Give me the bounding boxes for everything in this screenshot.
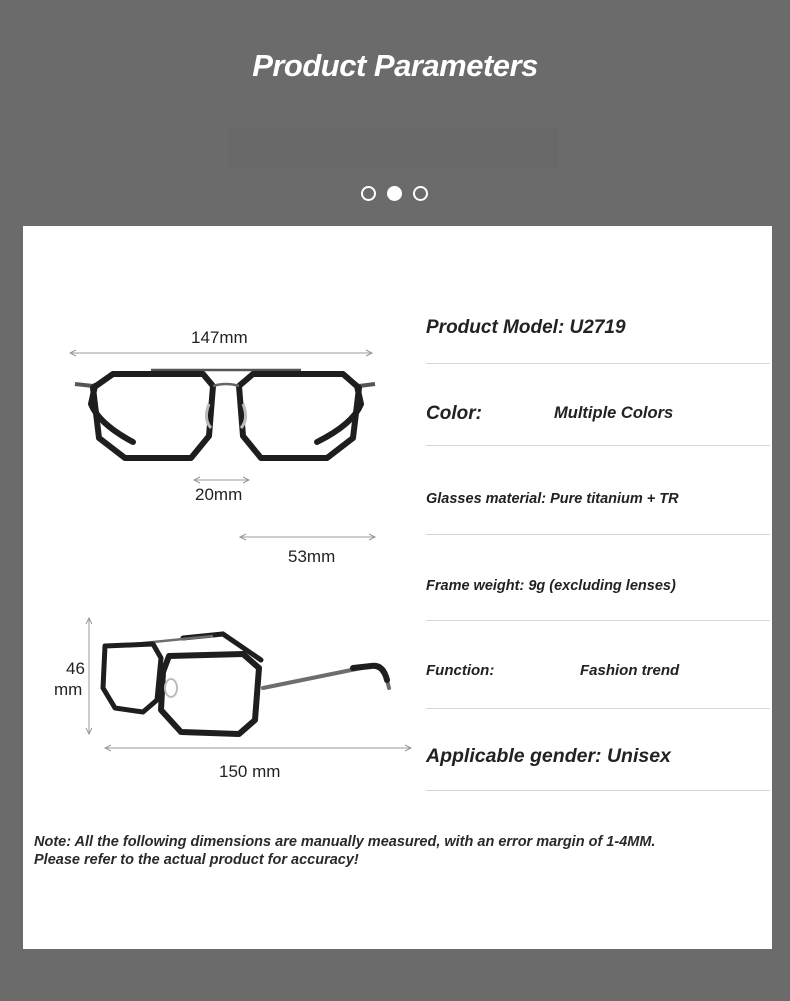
note-line-1: Note: All the following dimensions are manually measured, with an error margin of 1-4MM. [34,834,656,850]
lens-height-unit: mm [54,680,83,699]
spec-function-label: Function: [426,662,495,679]
side-view-glasses-image [83,616,413,756]
spec-function-value: Fashion trend [580,662,680,679]
parameters-card [23,226,772,949]
spec-divider [426,708,770,709]
spec-weight: Frame weight: 9g (excluding lenses) [426,578,676,594]
carousel-dot-3[interactable] [413,186,428,201]
total-width-label: 147mm [191,328,248,347]
spec-gender: Applicable gender: Unisex [426,745,671,767]
page-title: Product Parameters [252,48,538,83]
spec-color-label: Color: [426,403,482,424]
bridge-label: 20mm [195,485,243,504]
title-underlay [228,128,558,168]
spec-divider [426,534,770,535]
spec-divider [426,363,770,364]
lens-height-value: 46 [66,659,85,678]
front-view-glasses-image [63,344,383,474]
temple-length-label: 150 mm [219,762,281,781]
spec-color-value: Multiple Colors [554,404,674,422]
lens-width-arrow [239,533,379,541]
spec-divider [426,620,770,621]
carousel-dot-1[interactable] [361,186,376,201]
bridge-arrow [193,476,253,484]
spec-divider [426,445,770,446]
measurement-note [34,833,754,869]
carousel-dot-2[interactable] [387,186,402,201]
lens-width-label: 53mm [288,547,336,566]
spec-model: Product Model: U2719 [426,317,626,338]
spec-divider [426,790,770,791]
carousel-indicators [361,186,428,201]
spec-material: Glasses material: Pure titanium + TR [426,491,679,507]
note-line-2: Please refer to the actual product for accuracy! [34,852,359,868]
